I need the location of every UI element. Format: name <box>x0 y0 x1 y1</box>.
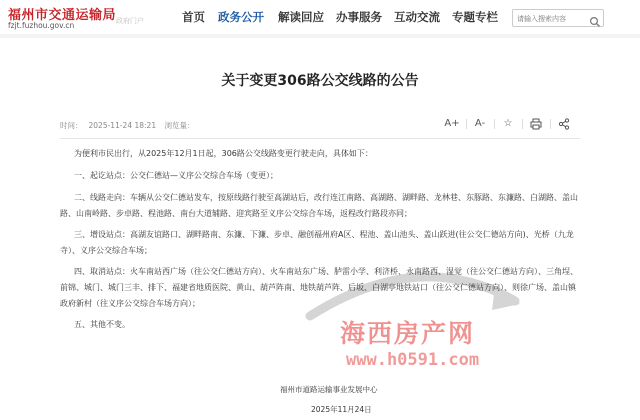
watermark-url: www.h0591.com <box>346 350 480 370</box>
site-header <box>0 0 640 34</box>
article-paragraph: 为便利市民出行，从2025年12月1日起，306路公交线路变更行驶走向，具体如下： <box>74 149 373 158</box>
font-smaller-icon[interactable]: A- <box>474 118 486 129</box>
nav-interpretation[interactable]: 解读回应 <box>278 10 324 24</box>
print-icon[interactable] <box>528 116 544 132</box>
signature-org: 福州市道路运输事业发展中心 <box>280 385 378 394</box>
article-paragraph: 二、线路走向：车辆从公交仁德站发车，按原线路行驶至高湖站后，改行连江南路、高湖路、湖畔路、龙林巷、东豚路、东濂路、白湖路、盖山路、山南岭路、步卓路、程池路、南台大道辅路、迎宾路至义序公交综合车场，返程改行路段亦同； <box>60 193 578 218</box>
signature-date: 2025年11月24日 <box>311 405 372 414</box>
article-meta <box>60 120 200 131</box>
toolbar-separator <box>550 119 551 129</box>
favorite-icon[interactable]: ☆ <box>503 118 513 129</box>
header-divider <box>0 34 640 38</box>
views-label: 浏览量： <box>164 121 195 130</box>
site-logo[interactable] <box>8 4 158 32</box>
logo-url: fzjt.fuzhou.gov.cn <box>8 21 75 30</box>
nav-services[interactable]: 办事服务 <box>336 10 382 24</box>
meta-divider <box>60 138 580 139</box>
nav-topics[interactable]: 专题专栏 <box>452 10 498 24</box>
publish-time: 2025-11-24 18:21 <box>88 121 157 130</box>
search-icon[interactable] <box>589 13 601 25</box>
article-paragraph: 四、取消站点：火车南站西广场（往公交仁德站方向）、火车南站东广场、胪雷小学、利济桥、永南路西、湿觉（往公交仁德站方向）、三角埕、前锦、城门、城门三丰、排下、福建省地质医院、黄山、葫芦阵南、地铁葫芦阵、后坂、白湖亭地铁站口（往公交仁德站方向）、则徐广场、盖山镇政府新村（往义序公交综合车场方向）； <box>60 267 578 308</box>
nav-gov-info[interactable]: 政务公开 <box>218 10 264 24</box>
toolbar-separator <box>466 119 467 129</box>
font-larger-icon[interactable]: A+ <box>444 118 460 129</box>
toolbar-separator <box>494 119 495 129</box>
watermark-text: 海西房产网 <box>340 319 476 348</box>
nav-interaction[interactable]: 互动交流 <box>394 10 440 24</box>
search-input[interactable] <box>517 13 587 24</box>
article-paragraph: 一、起讫站点：公交仁德站—义序公交综合车场（变更）； <box>74 171 278 180</box>
page-title: 关于变更306路公交线路的公告 <box>221 73 419 89</box>
article-paragraph: 三、增设站点：高湖友谊路口、湖畔路南、东濂、下濂、步卓、融创福州府A区、程池、盖山池头、盖山跃进(往公交仁德站方向)、光桥（九龙寺）、义序公交综合车场； <box>60 230 574 255</box>
share-icon[interactable] <box>556 116 572 132</box>
search-box <box>512 9 604 27</box>
toolbar-separator <box>522 119 523 129</box>
time-label: 时间： <box>60 121 83 130</box>
logo-subtitle: 政府门户 <box>116 17 144 25</box>
nav-home[interactable]: 首页 <box>182 10 205 24</box>
article-paragraph: 五、其他不变。 <box>74 320 130 329</box>
logo-title: 福州市交通运输局 <box>8 8 117 23</box>
